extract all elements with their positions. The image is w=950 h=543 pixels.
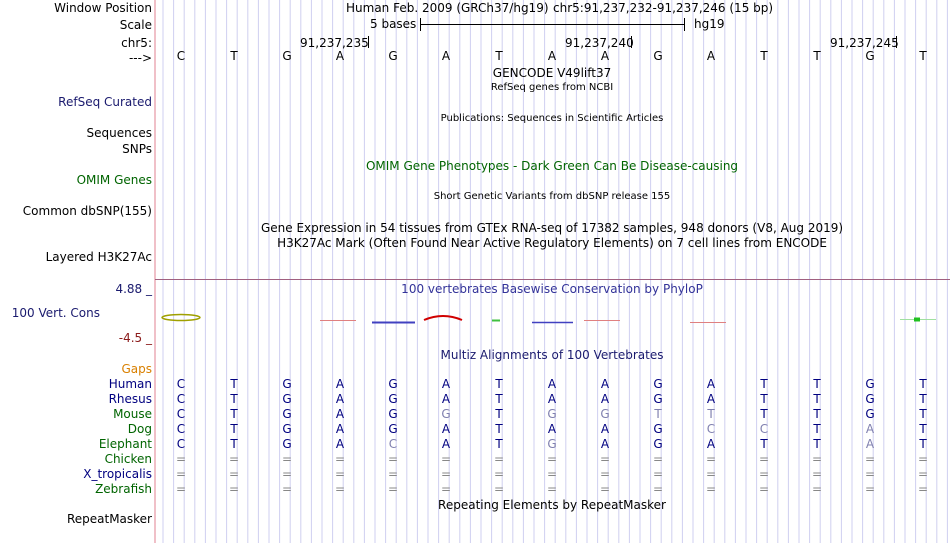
alignment-base: G [388,377,398,391]
gaps-label[interactable]: Gaps [121,362,152,376]
alignment-base: = [387,482,399,496]
reference-base: A [600,49,610,63]
alignment-base: A [706,377,716,391]
alignment-base: = [546,467,558,481]
alignment-base: T [495,392,503,406]
gtex-title[interactable]: Gene Expression in 54 tissues from GTEx RNA-seq of 17382 samples, 948 donors (V8, Aug 2019) [260,221,844,235]
alignment-base: C [706,422,716,436]
publications-title[interactable]: Publications: Sequences in Scientific Articles [440,113,664,124]
alignment-base: = [599,467,611,481]
alignment-base: A [706,437,716,451]
species-label[interactable]: X_tropicalis [83,467,152,481]
alignment-base: A [600,437,610,451]
alignment-base: G [653,422,663,436]
alignment-base: = [599,452,611,466]
alignment-base: G [547,407,557,421]
alignment-base: G [653,377,663,391]
alignment-base: T [230,422,238,436]
reference-base: C [176,49,186,63]
alignment-base: G [282,407,292,421]
alignment-base: = [281,452,293,466]
alignment-base: T [760,392,768,406]
alignment-base: T [760,377,768,391]
alignment-base: = [493,467,505,481]
alignment-base: G [388,392,398,406]
alignment-base: A [441,377,451,391]
reference-base: G [865,49,875,63]
strand-label: ---> [128,51,152,65]
alignment-base: T [813,422,821,436]
alignment-base: = [387,452,399,466]
alignment-base: T [495,437,503,451]
alignment-base: T [919,407,927,421]
alignment-base: = [864,467,876,481]
alignment-base: C [759,422,769,436]
scale-bar-text: 5 bases [370,17,417,31]
alignment-base: C [176,422,186,436]
alignment-base: = [864,452,876,466]
alignment-base: = [652,452,664,466]
alignment-base: G [388,407,398,421]
alignment-base: A [706,392,716,406]
alignment-base: C [388,437,398,451]
reference-base: T [760,49,768,63]
alignment-base: A [865,422,875,436]
refseq-label[interactable]: RefSeq Curated [58,95,152,109]
alignment-base: = [175,467,187,481]
alignment-base: A [441,422,451,436]
alignment-base: T [919,377,927,391]
alignment-base: = [917,452,929,466]
chrom-label: chr5: [121,36,152,50]
alignment-base: T [813,377,821,391]
alignment-base: = [228,482,240,496]
scale-label: Scale [119,18,152,32]
species-label[interactable]: Dog [127,422,152,436]
alignment-base: = [546,482,558,496]
alignment-base: T [707,407,715,421]
alignment-base: G [653,437,663,451]
reference-base: A [441,49,451,63]
sequences-label[interactable]: Sequences [86,126,152,140]
alignment-base: C [176,437,186,451]
alignment-base: = [864,482,876,496]
species-label[interactable]: Human [108,377,152,391]
alignment-base: = [758,467,770,481]
alignment-base: T [230,377,238,391]
alignment-base: T [495,422,503,436]
coord-1: 91,237,235 [300,36,369,50]
reference-base: T [813,49,821,63]
coord-2: 91,237,240 [565,36,634,50]
alignment-base: = [758,452,770,466]
alignment-base: = [334,452,346,466]
alignment-base: G [865,377,875,391]
alignment-base: G [282,392,292,406]
refseq-subtitle[interactable]: RefSeq genes from NCBI [490,82,614,93]
species-label[interactable]: Rhesus [108,392,152,406]
omim-label[interactable]: OMIM Genes [76,173,152,187]
alignment-base: = [228,467,240,481]
alignment-base: = [281,467,293,481]
cons-label[interactable]: 100 Vert. Cons [11,306,100,320]
alignment-base: = [652,467,664,481]
alignment-base: T [654,407,662,421]
alignment-base: G [865,392,875,406]
alignment-base: = [334,482,346,496]
alignment-base: A [865,437,875,451]
alignment-base: G [547,437,557,451]
alignment-base: = [228,452,240,466]
species-label[interactable]: Zebrafish [95,482,152,496]
alignment-base: = [334,467,346,481]
species-label[interactable]: Mouse [113,407,152,421]
alignment-base: T [919,422,927,436]
alignment-base: = [811,467,823,481]
alignment-base: = [546,452,558,466]
alignment-base: T [230,392,238,406]
alignment-base: A [600,377,610,391]
alignment-base: = [652,482,664,496]
alignment-base: = [705,452,717,466]
repeat-title[interactable]: Repeating Elements by RepeatMasker [438,498,666,512]
alignment-base: A [335,422,345,436]
alignment-base: A [441,392,451,406]
reference-base: G [282,49,292,63]
alignment-base: A [547,392,557,406]
cons-max-label: 4.88 _ [115,282,152,296]
alignment-base: = [705,482,717,496]
coord-3: 91,237,245 [830,36,899,50]
alignment-base: = [917,482,929,496]
alignment-base: = [493,482,505,496]
reference-base: G [653,49,663,63]
position-text[interactable]: chr5:91,237,232-91,237,246 (15 bp) [553,1,774,15]
scale-db-text: hg19 [694,17,725,31]
h3k27-label[interactable]: Layered H3K27Ac [45,250,152,264]
alignment-base: T [813,407,821,421]
multiz-title[interactable]: Multiz Alignments of 100 Vertebrates [440,348,664,362]
h3k27-title[interactable]: H3K27Ac Mark (Often Found Near Active Regulatory Elements) on 7 cell lines from ENCODE [277,236,827,250]
alignment-base: G [282,437,292,451]
alignment-base: = [917,467,929,481]
cons-mark [424,316,462,320]
alignment-base: = [175,482,187,496]
alignment-base: T [919,437,927,451]
alignment-base: = [811,482,823,496]
repeat-label[interactable]: RepeatMasker [66,512,152,526]
alignment-base: A [335,407,345,421]
alignment-base: C [176,392,186,406]
alignment-base: G [865,407,875,421]
alignment-base: = [281,482,293,496]
dbsnp-label[interactable]: Common dbSNP(155) [22,204,152,218]
alignment-base: T [760,407,768,421]
alignment-base: T [919,392,927,406]
window-position-label: Window Position [54,1,152,15]
snps-label[interactable]: SNPs [122,142,152,156]
alignment-base: A [547,422,557,436]
alignment-base: G [600,407,610,421]
alignment-base: A [441,437,451,451]
alignment-base: G [441,407,451,421]
alignment-base: = [440,452,452,466]
reference-base: A [335,49,345,63]
phylop-title[interactable]: 100 vertebrates Basewise Conservation by PhyloP [401,282,703,296]
alignment-base: = [440,482,452,496]
reference-base: A [706,49,716,63]
alignment-base: = [440,467,452,481]
alignment-base: T [230,437,238,451]
alignment-base: A [600,392,610,406]
dbsnp-title[interactable]: Short Genetic Variants from dbSNP release 155 [433,191,671,202]
alignment-base: = [705,467,717,481]
alignment-base: = [175,452,187,466]
alignment-base: T [760,437,768,451]
alignment-base: T [495,377,503,391]
alignment-base: A [335,437,345,451]
alignment-base: T [813,437,821,451]
alignment-base: T [230,407,238,421]
alignment-base: = [599,482,611,496]
reference-base: G [388,49,398,63]
alignment-base: C [176,377,186,391]
reference-base: T [919,49,927,63]
alignment-base: G [282,422,292,436]
species-label[interactable]: Elephant [98,437,152,451]
species-label[interactable]: Chicken [104,452,152,466]
alignment-base: C [176,407,186,421]
alignment-base: A [335,377,345,391]
cons-mark-right [914,318,920,322]
alignment-base: G [653,392,663,406]
reference-base: T [230,49,238,63]
cons-min-label: -4.5 _ [118,331,152,345]
gencode-title[interactable]: GENCODE V49lift37 [492,66,612,80]
alignment-base: T [813,392,821,406]
alignment-base: = [758,482,770,496]
alignment-base: G [282,377,292,391]
reference-base: A [547,49,557,63]
alignment-base: A [335,392,345,406]
alignment-base: = [387,467,399,481]
alignment-base: = [493,452,505,466]
alignment-base: G [388,422,398,436]
alignment-base: A [547,377,557,391]
alignment-base: = [811,452,823,466]
alignment-base: T [495,407,503,421]
omim-title[interactable]: OMIM Gene Phenotypes - Dark Green Can Be Disease-causing [365,159,739,173]
assembly-text: Human Feb. 2009 (GRCh37/hg19) [346,1,549,15]
alignment-base: A [600,422,610,436]
reference-base: T [495,49,503,63]
